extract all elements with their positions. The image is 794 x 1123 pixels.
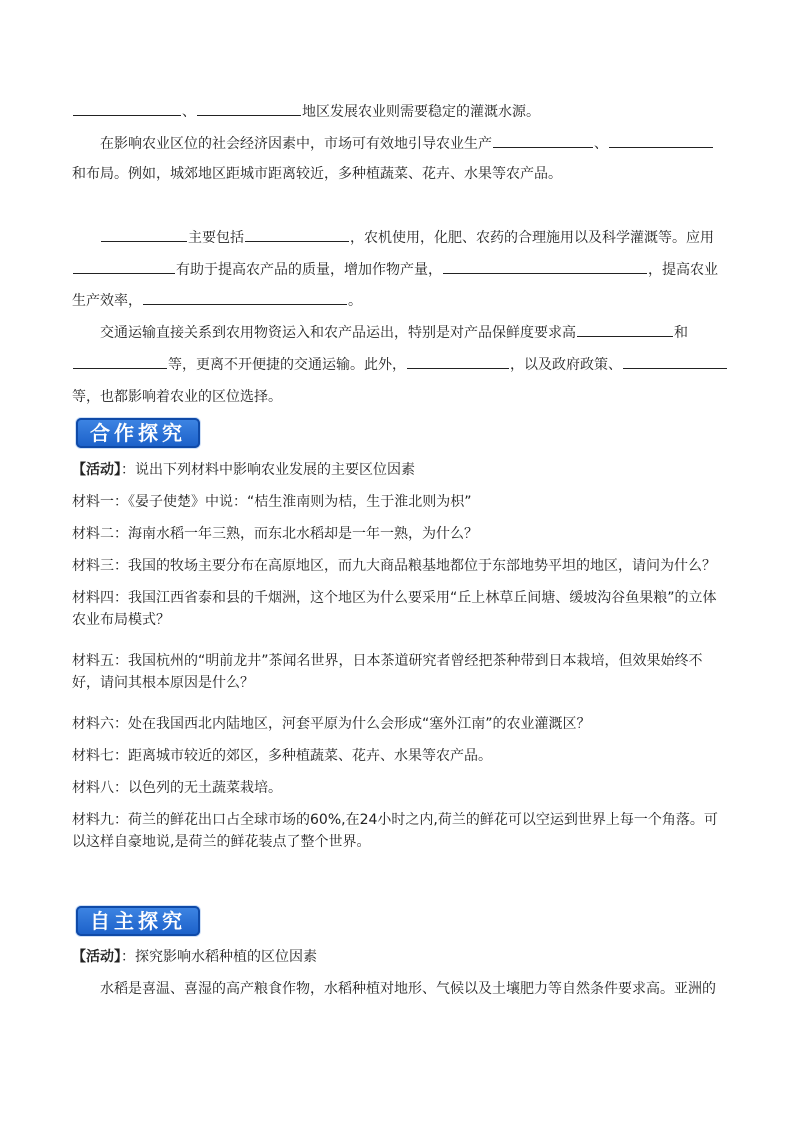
section-badge-independent: 自主探究 xyxy=(76,906,200,936)
text: 主要包括 xyxy=(188,230,244,246)
line-5 xyxy=(72,259,718,281)
text: 生产效率， xyxy=(72,293,142,309)
activity-line xyxy=(72,459,415,481)
material-item: 材料四：我国江西省泰和县的千烟洲，这个地区为什么要采用“丘上林草丘间塘、缓坡沟谷鱼果粮”的立体农业布局模式？ xyxy=(72,590,717,628)
separator: 、 xyxy=(594,136,608,152)
text: 等，更离不开便捷的交通运输。此外， xyxy=(168,357,406,373)
fill-blank[interactable] xyxy=(623,354,727,369)
material-item: 材料二：海南水稻一年三熟，而东北水稻却是一年一熟，为什么？ xyxy=(72,526,478,542)
line-8 xyxy=(72,354,728,376)
line-2 xyxy=(100,133,714,155)
fill-blank[interactable] xyxy=(73,354,167,369)
fill-blank[interactable] xyxy=(577,322,673,337)
section-badge-cooperative: 合作探究 xyxy=(76,418,200,448)
fill-blank[interactable] xyxy=(493,133,593,148)
fill-blank[interactable] xyxy=(73,101,181,116)
fill-blank[interactable] xyxy=(609,133,713,148)
fill-blank[interactable] xyxy=(197,101,301,116)
material-item: 材料七：距离城市较近的郊区，多种植蔬菜、花卉、水果等农产品。 xyxy=(72,748,492,764)
line-6 xyxy=(72,290,362,312)
material-item: 材料八：以色列的无土蔬菜栽培。 xyxy=(72,780,282,796)
text: ，提高农业 xyxy=(648,262,718,278)
line-7 xyxy=(100,322,688,344)
activity-text: ：探究影响水稻种植的区位因素 xyxy=(121,949,317,965)
text: 等，也都影响着农业的区位选择。 xyxy=(72,389,282,405)
fill-blank[interactable] xyxy=(73,259,175,274)
line-1 xyxy=(72,101,540,123)
material-item: 材料三：我国的牧场主要分布在高原地区，而九大商品粮基地都位于东部地势平坦的地区，请问为什么？ xyxy=(72,558,716,574)
fill-blank[interactable] xyxy=(101,227,187,242)
text: ，农机使用，化肥、农药的合理施用以及科学灌溉等。应用 xyxy=(350,230,714,246)
material-item: 材料五：我国杭州的“明前龙井”茶闻名世界，日本茶道研究者曾经把茶种带到日本栽培，但效果始终不好，请问其根本原因是什么？ xyxy=(72,653,703,691)
text: 和布局。例如，城郊地区距城市距离较近，多种植蔬菜、花卉、水果等农产品。 xyxy=(72,166,562,182)
text: 在影响农业区位的社会经济因素中，市场可有效地引导农业生产 xyxy=(100,136,492,152)
fill-blank[interactable] xyxy=(245,227,349,242)
fill-blank[interactable] xyxy=(407,354,509,369)
fill-blank[interactable] xyxy=(443,259,647,274)
text: ，以及政府政策、 xyxy=(510,357,622,373)
line-4 xyxy=(100,227,714,249)
paragraph-rice: 水稻是喜温、喜湿的高产粮食作物，水稻种植对地形、气候以及土壤肥力等自然条件要求高。亚洲的 xyxy=(100,981,716,997)
material-item: 材料九：荷兰的鲜花出口占全球市场的60%,在24小时之内,荷兰的鲜花可以空运到世界上每一个角落。可以这样自豪地说,是荷兰的鲜花装点了整个世界。 xyxy=(72,812,718,850)
text: 和 xyxy=(674,325,688,341)
material-item: 材料六：处在我国西北内陆地区，河套平原为什么会形成“塞外江南”的农业灌溉区？ xyxy=(72,716,591,732)
activity-label: 【活动】 xyxy=(72,462,121,478)
separator: 、 xyxy=(182,104,196,120)
activity-label: 【活动】 xyxy=(72,949,121,965)
text: 交通运输直接关系到农用物资运入和农产品运出，特别是对产品保鲜度要求高 xyxy=(100,325,576,341)
text: 。 xyxy=(348,293,362,309)
material-item: 材料一：《晏子使楚》中说：“桔生淮南则为桔，生于淮北则为枳” xyxy=(72,494,472,510)
line-9 xyxy=(72,386,282,408)
line-3 xyxy=(72,163,562,185)
text: 有助于提高农产品的质量，增加作物产量， xyxy=(176,262,442,278)
fill-blank[interactable] xyxy=(143,290,347,305)
activity-line xyxy=(72,946,317,968)
activity-text: ：说出下列材料中影响农业发展的主要区位因素 xyxy=(121,462,415,478)
text: 地区发展农业则需要稳定的灌溉水源。 xyxy=(302,104,540,120)
